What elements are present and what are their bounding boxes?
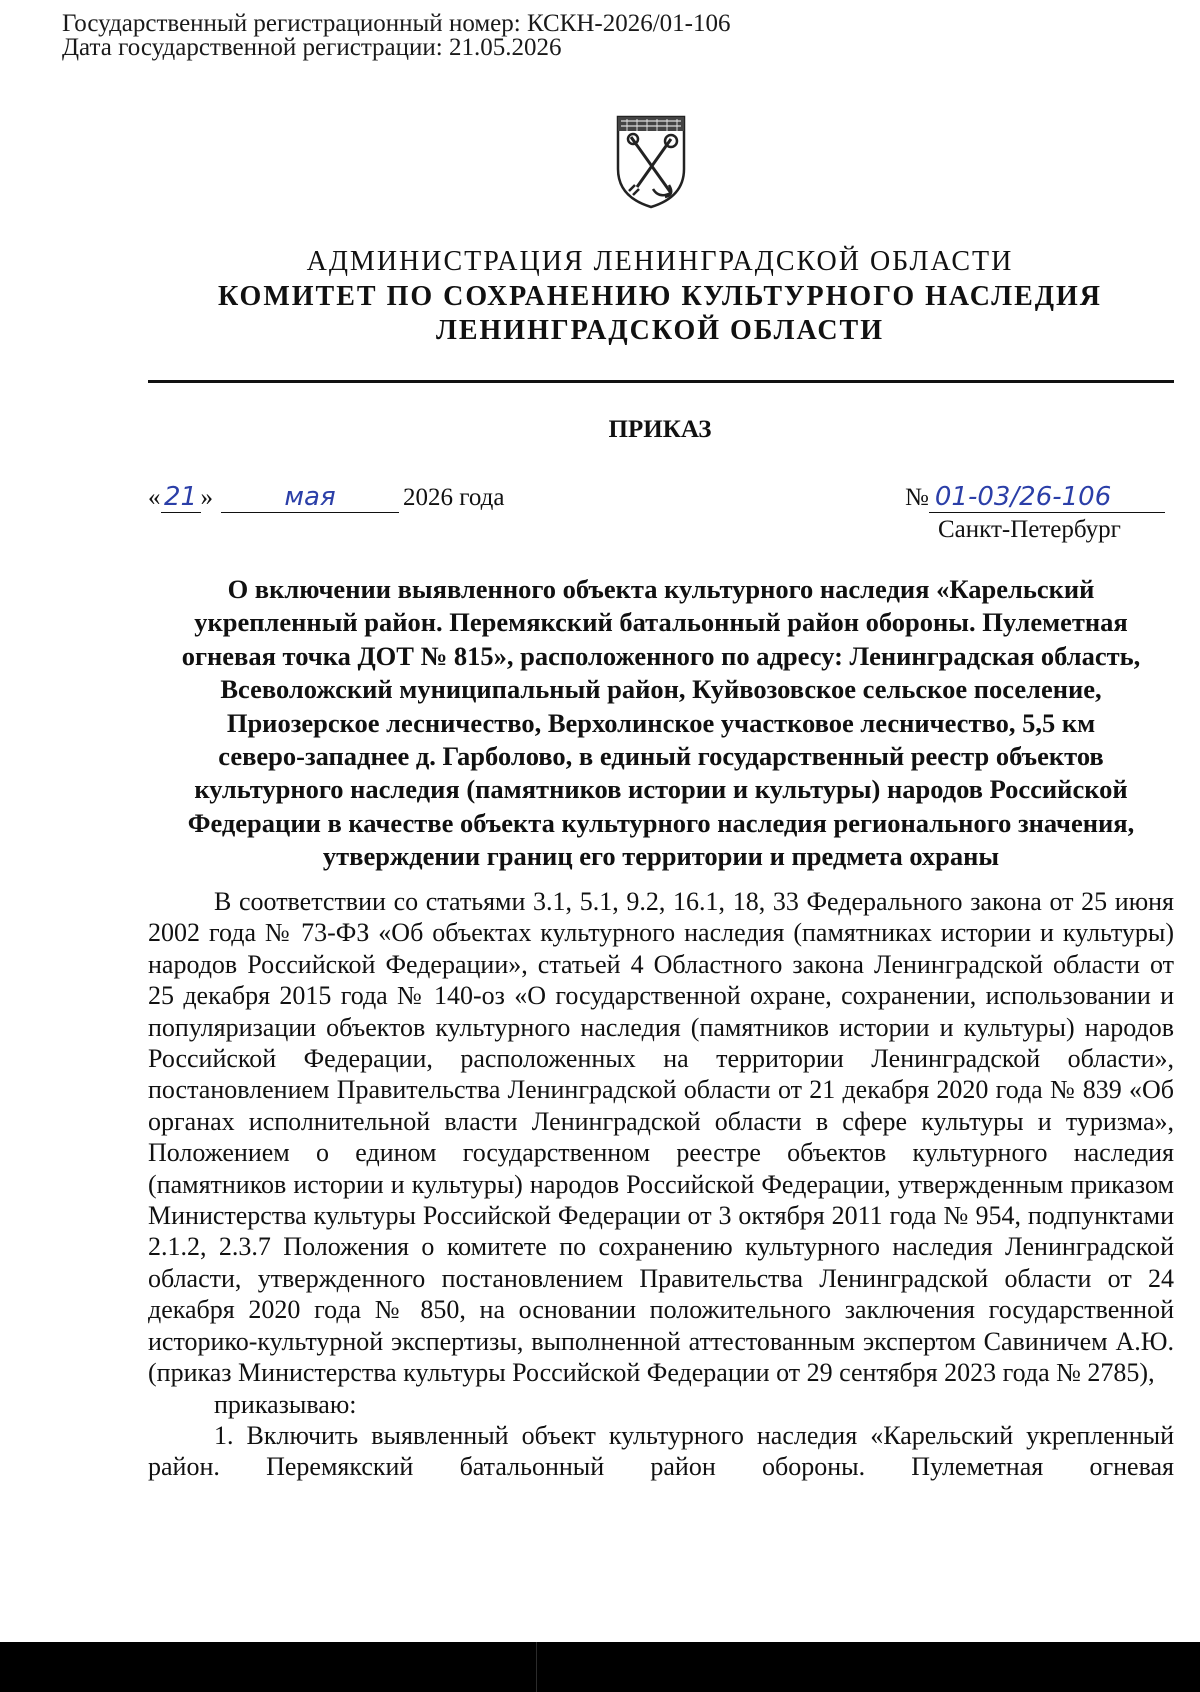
date-open-quote: «	[148, 484, 161, 511]
number-sign: №	[905, 484, 929, 511]
order-date	[148, 482, 504, 513]
registration-block	[62, 12, 731, 60]
committee-heading-line: ЛЕНИНГРАДСКОЙ ОБЛАСТИ	[435, 315, 885, 346]
order-word: приказываю:	[214, 1389, 357, 1419]
preamble-paragraph: В соответствии со статьями 3.1, 5.1, 9.2, 16.1, 18, 33 Федерального закона от 25 июня 2002 года № 73-ФЗ «Об объектах культурного наследия (памятниках истории и культуры) народов Российской Федерации», статьей 4 Областного закона Ленинградской области от 25 декабря 2015 года № 140-оз «О государственной охране, сохранении, использовании и популяризации объектов культурного наследия (памятников истории и культуры) народов Российской Федерации, расположенных на территории Ленинградской области», постановлением Правительства Ленинградской области от 21 декабря 2020 года № 839 «Об органах исполнительной власти Ленинградской области в сфере культуры и туризма», Положением о едином государственном реестре объектов культурного наследия (памятников истории и культуры) народов Российской Федерации, утвержденным приказом Министерства культуры Российской Федерации от 3 октября 2011 года № 954, подпунктами 2.1.2, 2.3.7 Положения о комитете по сохранению культурного наследия Ленинградской области, утвержденного постановлением Правительства Ленинградской области от 24 декабря 2020 года № 850, на основании положительного заключения государственной историко-культурной экспертизы, выполненной аттестованным экспертом Савиничем А.Ю. (приказ Министерства культуры Российской Федерации от 29 сентября 2023 года № 2785),	[148, 887, 1174, 1388]
date-day-handwritten: 21	[161, 482, 201, 513]
order-subject	[148, 573, 1174, 874]
subject-line: Федерации в качестве объекта культурного наследия регионального значения,	[187, 807, 1135, 838]
subject-line: огневая точка ДОТ № 815», расположенного по адресу: Ленинградская область,	[181, 640, 1141, 671]
subject-line: культурного наследия (памятников истории и культуры) народов Российской	[194, 774, 1128, 805]
subject-line: О включении выявленного объекта культурного наследия «Карельский	[227, 574, 1095, 604]
leningrad-oblast-coat-of-arms-icon	[613, 107, 689, 211]
subject-line: Приозерское лесничество, Верхолинское участковое лесничество, 5,5 км	[226, 707, 1096, 738]
registration-number: Государственный регистрационный номер: КСКН-2026/01-106	[62, 10, 731, 37]
order-body	[148, 886, 1174, 1483]
committee-heading	[120, 280, 1200, 348]
subject-line: Всеволожский муниципальный район, Куйвозовское сельское поселение,	[220, 674, 1102, 705]
registration-date: Дата государственной регистрации: 21.05.2026	[62, 34, 562, 61]
date-year: 2026 года	[403, 484, 505, 511]
order-number	[905, 482, 1165, 513]
scan-seam	[536, 1642, 537, 1692]
order-city: Санкт-Петербург	[938, 516, 1121, 543]
order-number-handwritten: 01-03/26-106	[929, 482, 1165, 513]
committee-heading-line: КОМИТЕТ ПО СОХРАНЕНИЮ КУЛЬТУРНОГО НАСЛЕДИЯ	[217, 281, 1103, 312]
subject-line: северо-западнее д. Гарболово, в единый государственный реестр объектов	[218, 741, 1104, 772]
subject-line: утверждении границ его территории и предмета охраны	[322, 841, 1000, 872]
scan-bottom-edge	[0, 1642, 1200, 1692]
order-item-1: 1. Включить выявленный объект культурного наследия «Карельский укрепленный район. Перемякский батальонный район обороны. Пулеметная огневая	[148, 1420, 1174, 1482]
order-title: ПРИКАЗ	[608, 416, 712, 443]
date-close-quote: »	[200, 484, 213, 511]
date-month-handwritten: мая	[221, 482, 399, 513]
administration-heading: АДМИНИСТРАЦИЯ ЛЕНИНГРАДСКОЙ ОБЛАСТИ	[306, 246, 1014, 277]
header-divider	[148, 380, 1174, 383]
subject-line: укрепленный район. Перемякский батальонный район обороны. Пулеметная	[194, 607, 1128, 638]
